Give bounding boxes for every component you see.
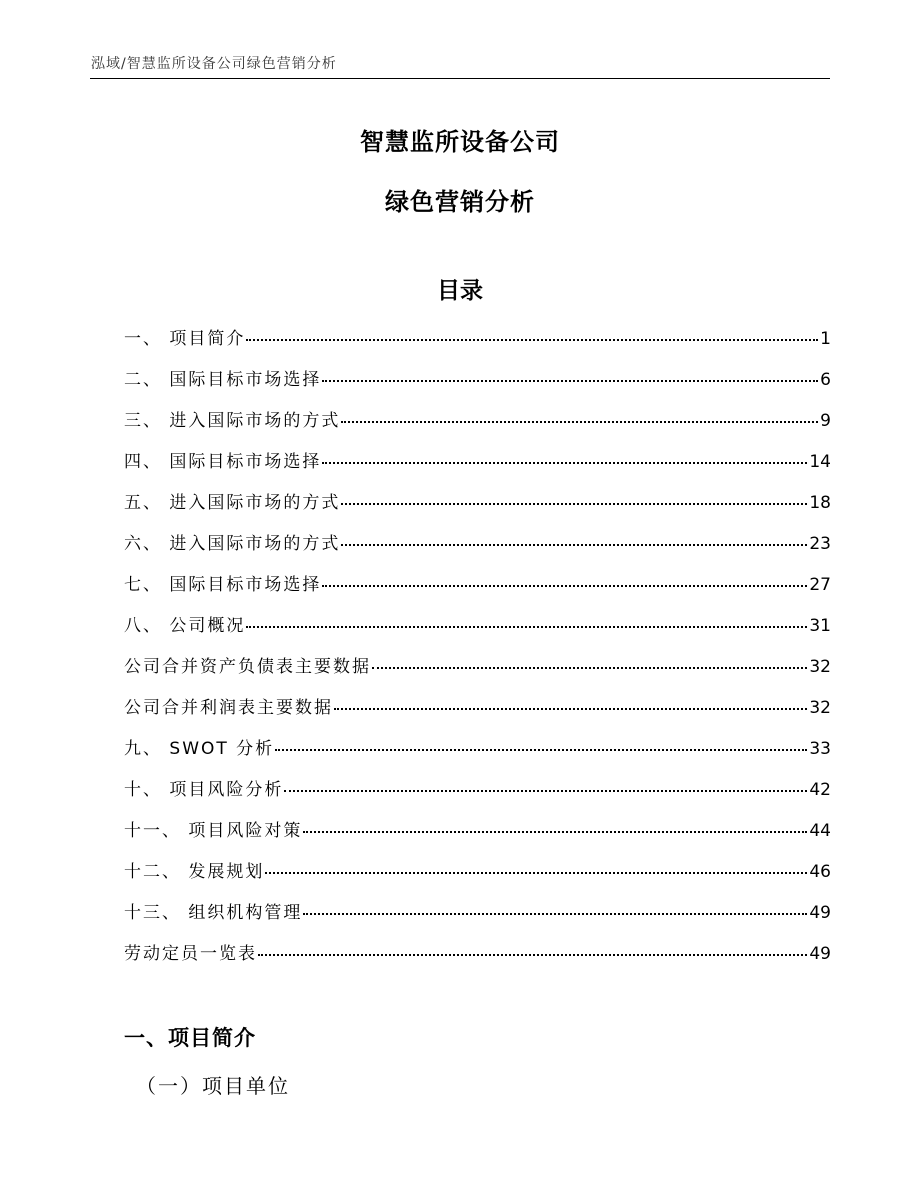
toc-leader-dots: [372, 667, 807, 669]
toc-entry-label: 十、 项目风险分析: [124, 780, 284, 800]
toc-entry[interactable]: [124, 324, 831, 365]
toc-leader-dots: [341, 544, 807, 546]
toc-entry-page: 6: [820, 370, 831, 390]
toc-entry[interactable]: [124, 447, 831, 488]
toc-entry-page: 27: [809, 575, 831, 595]
toc-entry-label: 八、 公司概况: [124, 616, 246, 636]
toc-entry[interactable]: [124, 898, 831, 939]
document-title-line1: 智慧监所设备公司: [360, 128, 560, 156]
toc-entry-label: 九、 SWOT 分析: [124, 739, 275, 759]
toc-entry[interactable]: [124, 734, 831, 775]
subsection-heading: （一）项目单位: [136, 1074, 290, 1098]
toc-entry-page: 44: [809, 821, 831, 841]
running-header: 泓域/智慧监所设备公司绿色营销分析: [91, 56, 337, 72]
toc-entry-label: 公司合并利润表主要数据: [124, 698, 333, 718]
toc-entry-page: 49: [809, 903, 831, 923]
toc-entry-page: 31: [809, 616, 831, 636]
toc-entry-page: 14: [809, 452, 831, 472]
toc-entry[interactable]: [124, 611, 831, 652]
toc-entry-label: 十一、 项目风险对策: [124, 821, 303, 841]
toc-entry[interactable]: [124, 570, 831, 611]
toc-entry[interactable]: [124, 857, 831, 898]
toc-entry-label: 二、 国际目标市场选择: [124, 370, 322, 390]
toc-entry-label: 三、 进入国际市场的方式: [124, 411, 341, 431]
toc-leader-dots: [284, 790, 807, 792]
toc-entry[interactable]: [124, 693, 831, 734]
toc-entry-page: 1: [820, 329, 831, 349]
toc-entry-label: 十三、 组织机构管理: [124, 903, 303, 923]
toc-leader-dots: [322, 380, 818, 382]
toc-entry-label: 五、 进入国际市场的方式: [124, 493, 341, 513]
toc-entry[interactable]: [124, 365, 831, 406]
section-heading: 一、项目简介: [124, 1026, 256, 1050]
toc-leader-dots: [334, 708, 807, 710]
toc-entry-page: 32: [809, 657, 831, 677]
toc-leader-dots: [275, 749, 807, 751]
toc-leader-dots: [246, 339, 818, 341]
toc-entry[interactable]: [124, 775, 831, 816]
toc-heading: 目录: [437, 278, 483, 304]
toc-entry-page: 49: [809, 944, 831, 964]
toc-entry-label: 四、 国际目标市场选择: [124, 452, 322, 472]
toc-entry-page: 9: [820, 411, 831, 431]
toc-entry-page: 32: [809, 698, 831, 718]
toc-entry-label: 六、 进入国际市场的方式: [124, 534, 341, 554]
toc-entry[interactable]: [124, 529, 831, 570]
toc-entry-label: 七、 国际目标市场选择: [124, 575, 322, 595]
toc-entry[interactable]: [124, 652, 831, 693]
toc-entry-label: 十二、 发展规划: [124, 862, 265, 882]
table-of-contents: [124, 324, 831, 980]
document-title-line2: 绿色营销分析: [385, 188, 535, 216]
toc-leader-dots: [265, 872, 807, 874]
toc-entry-page: 23: [809, 534, 831, 554]
header-divider: [90, 78, 830, 79]
toc-leader-dots: [322, 462, 807, 464]
toc-leader-dots: [341, 503, 807, 505]
toc-entry-label: 一、 项目简介: [124, 329, 246, 349]
toc-leader-dots: [322, 585, 807, 587]
toc-leader-dots: [246, 626, 807, 628]
toc-entry-page: 33: [809, 739, 831, 759]
toc-entry[interactable]: [124, 816, 831, 857]
toc-leader-dots: [303, 831, 807, 833]
toc-entry-label: 公司合并资产负债表主要数据: [124, 657, 371, 677]
toc-leader-dots: [258, 954, 807, 956]
toc-leader-dots: [341, 421, 818, 423]
toc-entry[interactable]: [124, 939, 831, 980]
toc-entry[interactable]: [124, 406, 831, 447]
toc-entry-label: 劳动定员一览表: [124, 944, 257, 964]
toc-entry-page: 18: [809, 493, 831, 513]
toc-entry[interactable]: [124, 488, 831, 529]
toc-entry-page: 42: [809, 780, 831, 800]
toc-entry-page: 46: [809, 862, 831, 882]
toc-leader-dots: [303, 913, 807, 915]
